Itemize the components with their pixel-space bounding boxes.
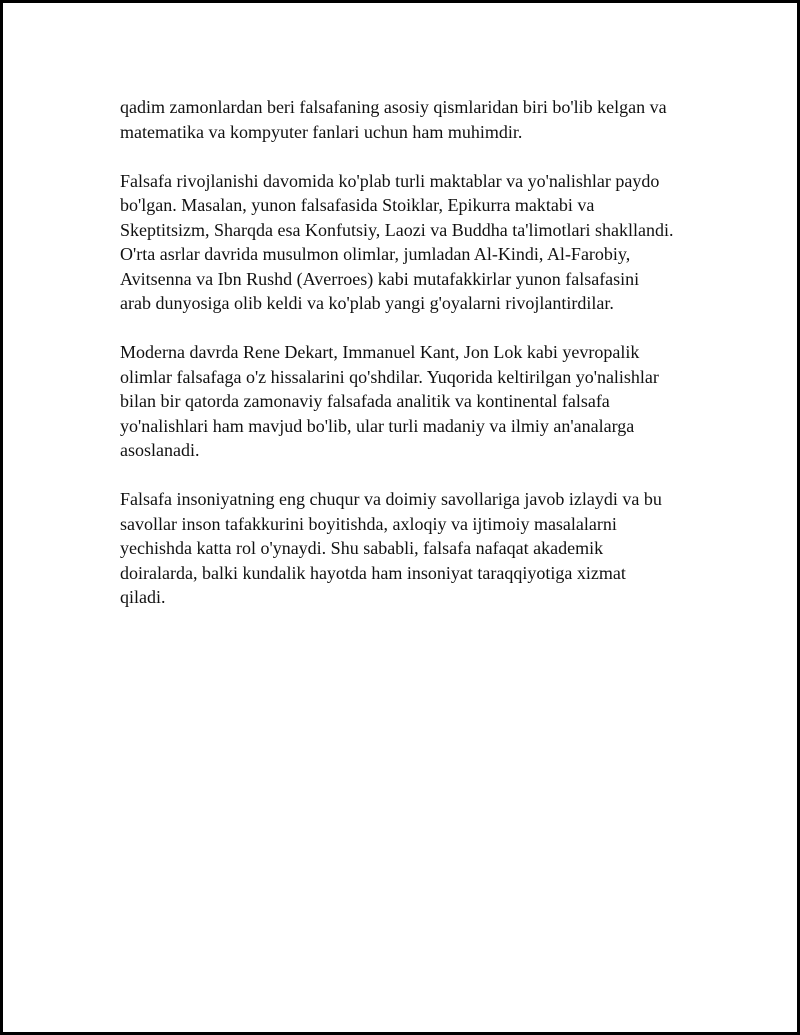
document-body [120,95,700,634]
paragraph-modern-era: Moderna davrda Rene Dekart, Immanuel Kant, Jon Lok kabi yevropalik olimlar falsafaga o'z hissalarini qo'shdilar. Yuqorida keltirilgan yo'nalishlar bilan bir qatorda zamonaviy falsafada analitik va kontinental falsafa yo'nalishlari ham mavjud bo'lib, ular turli madaniy va ilmiy an'analarga asoslanadi. [120,342,659,460]
paragraph-conclusion: Falsafa insoniyatning eng chuqur va doimiy savollariga javob izlaydi va bu savollar inson tafakkurini boyitishda, axloqiy va ijtimoiy masalalarni yechishda katta rol o'ynaydi. Shu sababli, falsafa nafaqat akademik doiralarda, balki kundalik hayotda ham insoniyat taraqqiyotiga xizmat qiladi. [120,489,662,607]
paragraph-schools: Falsafa rivojlanishi davomida ko'plab turli maktablar va yo'nalishlar paydo bo'lgan. Masalan, yunon falsafasida Stoiklar, Epikurra maktabi va Skeptitsizm, Sharqda esa Konfutsiy, Laozi va Buddha ta'limotlari shakllandi. O'rta asrlar davrida musulmon olimlar, jumladan Al-Kindi, Al-Farobiy, Avitsenna va Ibn Rushd (Averroes) kabi mutafakkirlar yunon falsafasini arab dunyosiga olib keldi va ko'plab yangi g'oyalarni rivojlantirdilar. [120,170,674,313]
paragraph-continuation: qadim zamonlardan beri falsafaning asosiy qismlaridan biri bo'lib kelgan va matematika va kompyuter fanlari uchun ham muhimdir. [120,97,667,142]
